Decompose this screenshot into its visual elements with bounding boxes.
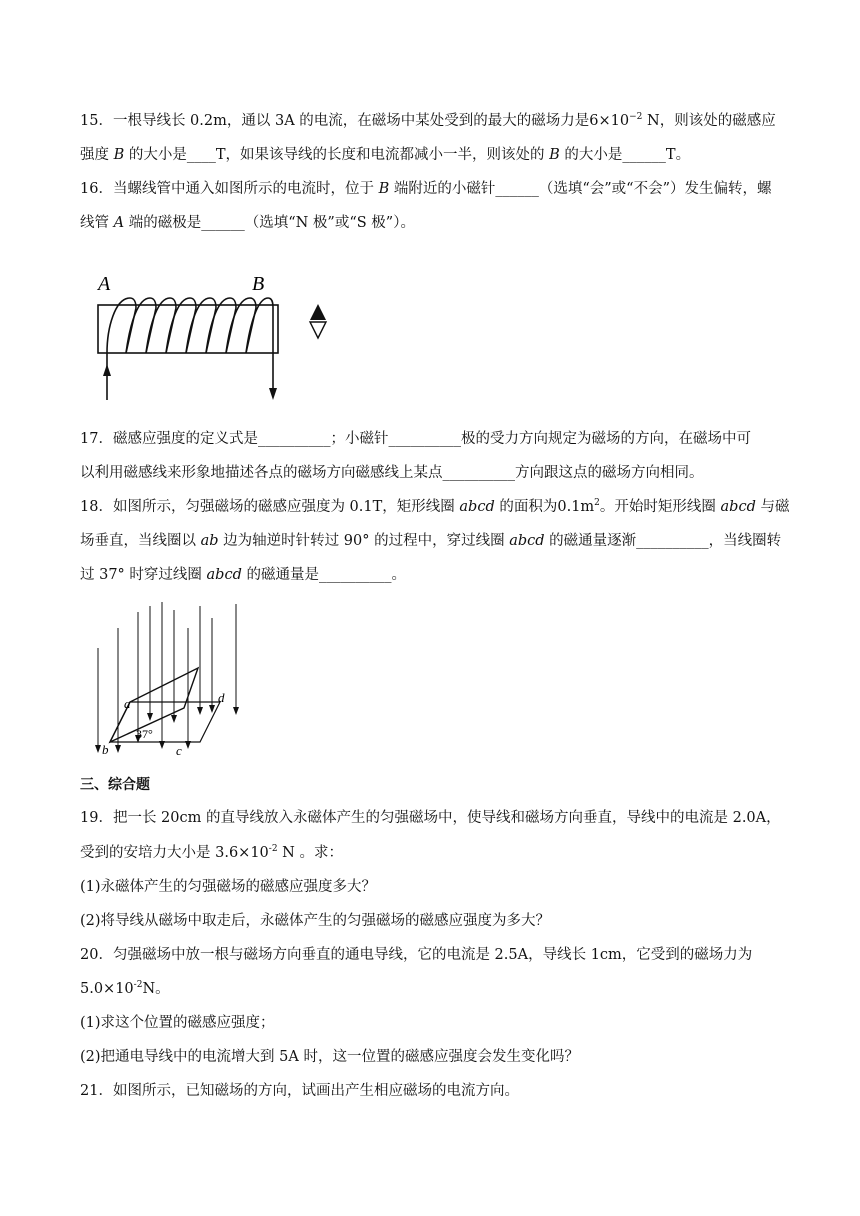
arrow-down-icon bbox=[269, 388, 277, 400]
q20-part2: (2)把通电导线中的电流增大到 5A 时，这一位置的磁感应强度会发生变化吗？ bbox=[80, 1049, 579, 1065]
force-value: $6\times 10^{-2}$ N bbox=[589, 112, 660, 129]
q17-line2: 以利用磁感线来形象地描述各点的磁场方向磁感线上某点__________方向跟这点的磁场方向相同。 bbox=[80, 465, 704, 481]
label-fig-d: d bbox=[218, 690, 225, 705]
q19-line2: 受到的安培力大小是 $3.6\times 10^{-2}$ N 。求： bbox=[80, 844, 343, 861]
q16-line2: 线管 A 端的磁极是______（选填“N 极”或“S 极”）。 bbox=[80, 215, 415, 231]
q19-part1: (1)永磁体产生的匀强磁场的磁感应强度多大？ bbox=[80, 879, 377, 895]
label-b: B bbox=[252, 273, 265, 295]
q20-line2: $5.0\times 10^{-2}N$。 bbox=[80, 980, 170, 997]
label-fig-a: a bbox=[124, 696, 131, 711]
q18-line2: 场垂直，当线圈以 ab 边为轴逆时针转过 90° 的过程中，穿过线圈 abcd 的磁通量逐渐__________，当线圈转 bbox=[80, 533, 782, 549]
label-a: A bbox=[98, 273, 111, 295]
q15-line1: 15．一根导线长 0.2m，通以 3A 的电流，在磁场中某处受到的最大的磁场力是$6\times 10^{-2}$ N，则该处的磁感应 bbox=[80, 112, 776, 129]
q18-line3: 过 37° 时穿过线圈 abcd 的磁通量是__________。 bbox=[80, 567, 406, 583]
q18-line1: 18．如图所示，匀强磁场的磁感应强度为 0.1T，矩形线圈 abcd 的面积为$0.1m^2$。开始时矩形线圈 abcd 与磁 bbox=[80, 498, 790, 515]
coil-field-figure bbox=[88, 598, 248, 758]
q19-line1: 19．把一长 20cm 的直导线放入永磁体产生的匀强磁场中，使导线和磁场方向垂直，导线中的电流是 2.0A， bbox=[80, 810, 781, 826]
section-heading: 三、综合题 bbox=[80, 777, 150, 793]
q20-line1: 20．匀强磁场中放一根与磁场方向垂直的通电导线，它的电流是 2.5A，导线长 1cm，它受到的磁场力为 bbox=[80, 947, 753, 963]
q15-line2: 强度 B 的大小是____T，如果该导线的长度和电流都减小一半，则该处的 B 的大小是______T。 bbox=[80, 147, 691, 163]
q21-line1: 21．如图所示，已知磁场的方向，试画出产生相应磁场的电流方向。 bbox=[80, 1083, 519, 1099]
q20-part1: (1)求这个位置的磁感应强度； bbox=[80, 1015, 275, 1031]
solenoid-figure bbox=[90, 268, 340, 404]
arrow-up-icon bbox=[103, 364, 111, 376]
compass-needle-icon bbox=[310, 304, 326, 338]
label-fig-b: b bbox=[102, 742, 109, 757]
label-fig-c: c bbox=[176, 743, 182, 758]
q17-line1: 17．磁感应强度的定义式是__________；小磁针__________极的受力方向规定为磁场的方向，在磁场中可 bbox=[80, 431, 751, 447]
angle-label: 37° bbox=[136, 727, 153, 741]
coil-windings bbox=[107, 298, 273, 392]
q19-part2: (2)将导线从磁场中取走后，永磁体产生的匀强磁场的磁感应强度为多大？ bbox=[80, 913, 551, 929]
q16-line1: 16．当螺线管中通入如图所示的电流时，位于 B 端附近的小磁针______（选填“会”或“不会”）发生偏转，螺 bbox=[80, 181, 772, 197]
